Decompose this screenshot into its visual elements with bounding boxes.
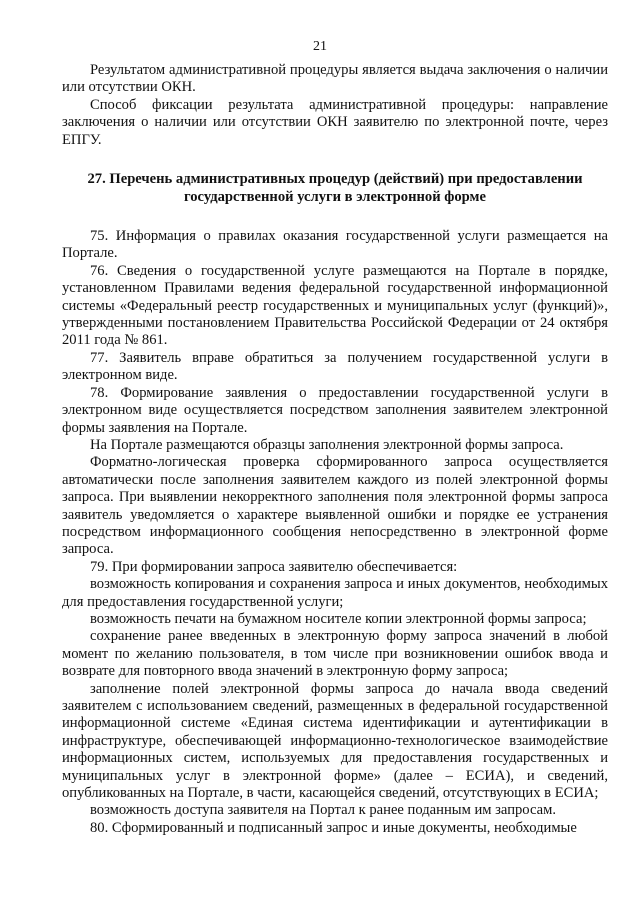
intro-paragraph-result: Результатом административной процедуры является выдача заключения о наличии или отсутствии ОКН.: [62, 62, 608, 96]
section-heading: [62, 170, 608, 206]
list-item-copy: возможность копирования и сохранения запроса и иных документов, необходимых для предоставления государственной услуги;: [62, 576, 608, 610]
list-item-esia-fill: заполнение полей электронной формы запроса до начала ввода сведений заявителем с использованием сведений, размещенных в федеральной государственной информационной системе «Единая система идентификации и аутентификации в инфраструктуре, обеспечивающей информационно-технологическое взаимодействие информационных систем, используемых для предоставления государственных и муниципальных услуг в электронной форме» (далее – ЕСИА), и сведений, опубликованных на Портале, в части, касающейся сведений, отсутствующих в ЕСИА;: [62, 680, 608, 802]
section-heading-line1: 27. Перечень административных процедур (действий) при предоставлении: [87, 171, 583, 188]
paragraph-78: 78. Формирование заявления о предоставлении государственной услуги в электронном виде осуществляется посредством заполнения заявителем электронной формы заявления на Портале.: [62, 384, 608, 436]
page-number: 21: [313, 39, 327, 54]
paragraph-75: 75. Информация о правилах оказания государственной услуги размещается на Портале.: [62, 228, 608, 262]
paragraph-80: 80. Сформированный и подписанный запрос и иные документы, необходимые: [90, 819, 577, 836]
paragraph-79: 79. При формировании запроса заявителю обеспечивается:: [90, 558, 458, 575]
page-content: [62, 62, 608, 837]
list-item-save: сохранение ранее введенных в электронную форму запроса значений в любой момент по желанию пользователя, в том числе при возникновении ошибок ввода и возврате для повторного ввода значений в электронную форму запроса;: [62, 628, 608, 680]
paragraph-samples: На Портале размещаются образцы заполнения электронной формы запроса.: [90, 436, 564, 453]
paragraph-77: 77. Заявитель вправе обратиться за получением государственной услуги в электронном виде.: [62, 349, 608, 384]
paragraph-format-check: Форматно-логическая проверка сформированного запроса осуществляется автоматически после заполнения заявителем каждого из полей электронной формы запроса. При выявлении некорректного заполнения поля электронной формы запроса заявитель уведомляется о характере выявленной ошибки и порядке ее устранения посредством информационного сообщения непосредственно в электронной форме запроса.: [62, 454, 608, 558]
section-heading-line2: государственной услуги в электронной форме: [184, 189, 486, 206]
list-item-access: возможность доступа заявителя на Портал к ранее поданным им запросам.: [90, 802, 556, 819]
paragraph-76: 76. Сведения о государственной услуге размещаются на Портале в порядке, установленном Правилами ведения федеральной государственной информационной системы «Федеральный реестр государственных и муниципальных услуг (функций)», утвержденными постановлением Правительства Российской Федерации от 24 октября 2011 года № 861.: [62, 262, 608, 349]
list-item-print: возможность печати на бумажном носителе копии электронной формы запроса;: [90, 610, 587, 627]
intro-paragraph-fixation: Способ фиксации результата административной процедуры: направление заключения о наличии или отсутствии ОКН заявителю по электронной почте, через ЕПГУ.: [62, 96, 608, 148]
